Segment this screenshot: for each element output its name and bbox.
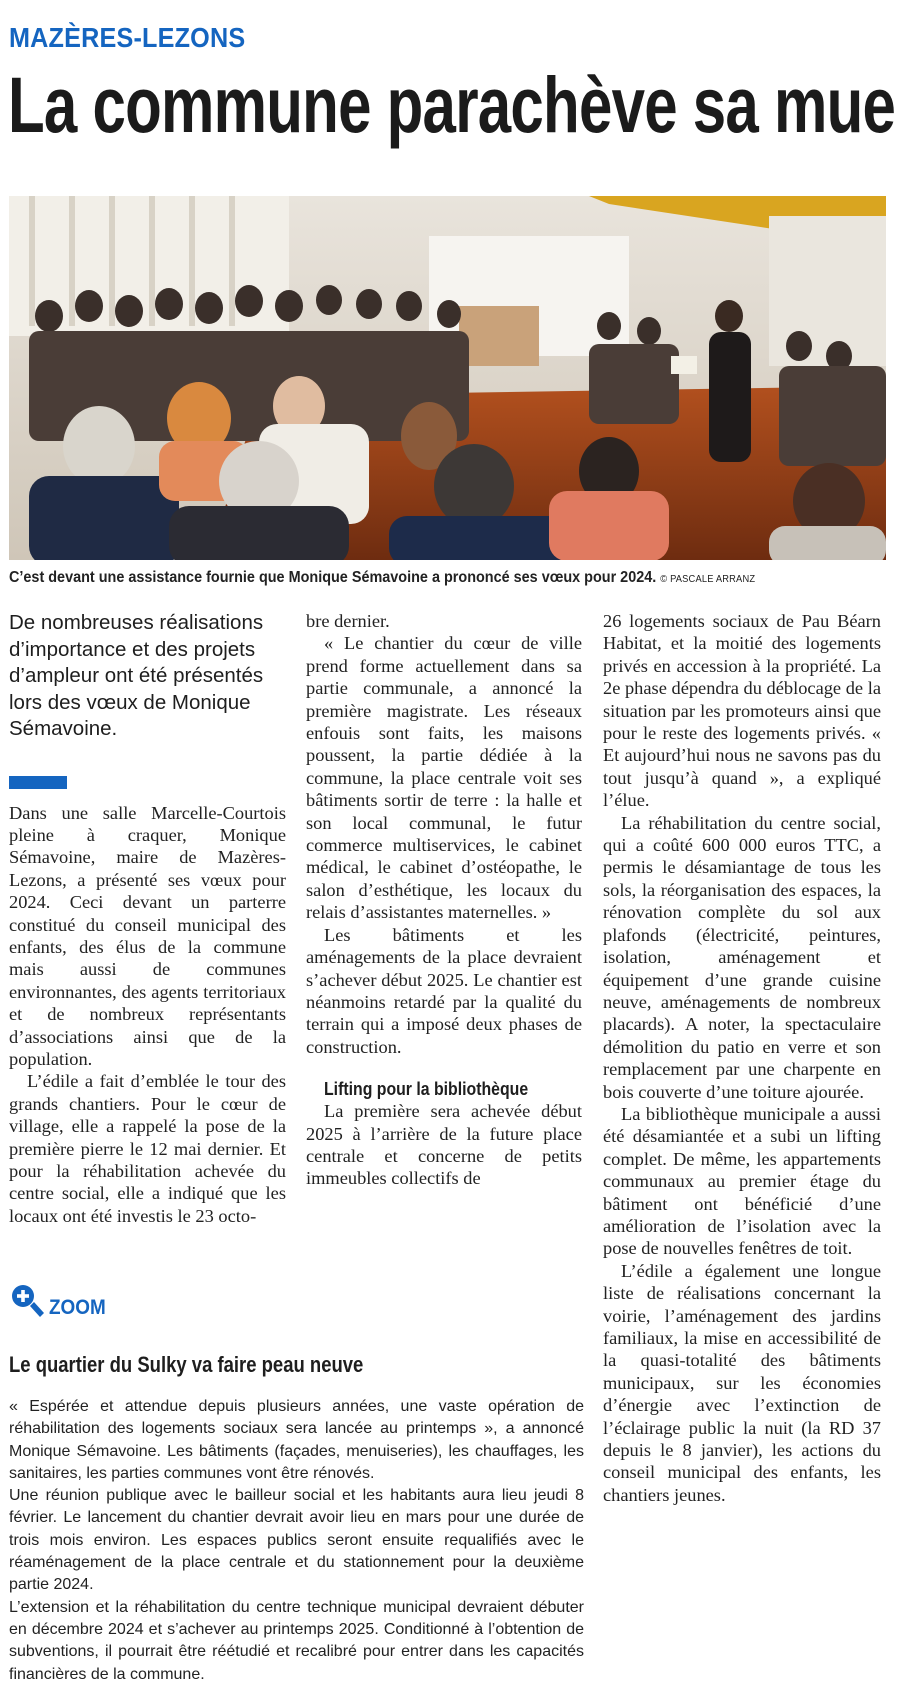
article-column-2 (306, 610, 582, 1190)
article-lead: De nombreuses réalisations d’importance et des projets d’ampleur ont été présentés lors des vœux de Monique Sémavoine. (9, 611, 264, 740)
column-2-paragraph-4: La première sera achevée début 2025 à l’arrière de la future place centrale et concerne de petits immeubles collectifs de (306, 1101, 582, 1189)
article-headline: La commune parachève sa mue (8, 60, 896, 149)
column-2-paragraph-3: Les bâtiments et les aménagements de la place devraient s’achever début 2025. Le chantier est néanmoins retardé par la qualité du terrain qui a imposé deux phases de construction. (306, 924, 582, 1057)
zoom-paragraph-2: Une réunion publique avec le bailleur social et les habitants aura lieu jeudi 8 février. Le lancement du chantier devrait avoir lieu en mars pour une durée de trois mois environ. Les espaces publics seront ensuite requalifiés avec le réaménagement de la place centrale et du stationnement pour la deuxième partie 2024. (9, 1487, 584, 1594)
article-column-1 (9, 610, 286, 1227)
magnifier-plus-icon (9, 1282, 45, 1323)
column-1-paragraph-1: Dans une salle Marcelle-Courtois pleine à craquer, Monique Sémavoine, maire de Mazères-Lezons, a présenté ses vœux pour 2024. Ceci devant un parterre constitué du conseil municipal des enfants, des élus de la commune mais aussi de communes environnantes, des agents territoriaux et de nombreux représentants d’associations ainsi que de la population. (9, 802, 286, 1069)
accent-bar (9, 776, 67, 789)
zoom-body (9, 1396, 584, 1686)
photo-caption (9, 569, 827, 587)
audience-photo-illustration (9, 196, 886, 560)
article-column-3 (603, 610, 881, 1506)
column-3-paragraph-3: La bibliothèque municipale a aussi été désamiantée et a subi un lifting complet. De même, les appartements communaux au premier étage du bâtiment ont bénéficié d’une amélioration de l’isolation avec la pose de nouvelles fenêtres de toit. (603, 1103, 881, 1259)
photo-caption-text: C’est devant une assistance fournie que Monique Sémavoine a prononcé ses vœux pour 2024. (9, 569, 657, 586)
column-2-body (306, 610, 582, 1190)
article-kicker: MAZÈRES-LEZONS (9, 22, 246, 53)
column-2-paragraph-2: « Le chantier du cœur de ville prend forme actuellement dans sa partie communale, a annoncé la première magistrate. Les réseaux enfouis sont faits, les maisons poussent, la partie dédiée à la commune, la place centrale voit ses bâtiments sortir de terre : la halle et son local communal, le futur commerce multiservices, le cabinet médical, le cabinet d’ostéopathe, le salon d’esthétique, les locaux du relais d’assistantes maternelles. » (306, 633, 582, 923)
column-3-paragraph-1: 26 logements sociaux de Pau Béarn Habitat, et la moitié des logements privés en accession à la propriété. La 2e phase dépendra du déblocage de la situation par les promoteurs ainsi que pour le reste des logements privés. « Et aujourd’hui nous ne savons pas du tout jusqu’à quand », a expliqué l’élue. (603, 611, 881, 811)
column-3-paragraph-2: La réhabilitation du centre social, qui a coûté 600 000 euros TTC, a permis le désamiantage de tous les sols, la réorganisation des espaces, la rénovation complète du sol aux plafonds (électricité, peintures, isolation, aménagement et équipement d’une grande cuisine neuve, aménagements de nombreux placards). A noter, la spectaculaire démolition du patio en verre et son remplacement par une charpente en bois couverte d’une toiture ajourée. (603, 812, 881, 1102)
zoom-label: ZOOM (49, 1295, 106, 1319)
section-subhead: Lifting pour la bibliothèque (324, 1079, 529, 1100)
column-3-paragraph-4: L’édile a également une longue liste de réalisations concernant la voirie, l’aménagement des jardins familiaux, la mise en accessibilité de la quasi-totalité des bâtiments municipaux, sur les économies d’énergie avec l’extinction de l’éclairage public la nuit (la RD 37 depuis le 8 janvier), les actions du conseil municipal des enfants, les chantiers jeunes. (603, 1260, 881, 1505)
zoom-title: Le quartier du Sulky va faire peau neuve (9, 1352, 364, 1377)
photo-credit: © PASCALE ARRANZ (660, 574, 756, 585)
column-1-body (9, 802, 286, 1228)
column-1-paragraph-2: L’édile a fait d’emblée le tour des grands chantiers. Pour le cœur de village, elle a rappelé la pose de la première pierre le 12 mai dernier. Et pour la réhabilitation achevée du centre social, elle a indiqué que les locaux ont été investis le 23 octo- (9, 1071, 286, 1226)
zoom-paragraph-3: L’extension et la réhabilitation du centre technique municipal devraient débuter en décembre 2024 et s’achever au printemps 2025. Conditionné à l’obtention de subventions, il pourrait être réétudié et recalibré pour entrer dans les capacités financières de la commune. (9, 1598, 584, 1683)
article-photo (9, 196, 886, 560)
zoom-paragraph-1: « Espérée et attendue depuis plusieurs années, une vaste opération de réhabilitation des logements sociaux sera lancée au printemps », a annoncé Monique Sémavoine. Les bâtiments (façades, menuiseries), les chauffages, les sanitaires, les parties communes vont être rénovés. (9, 1398, 584, 1482)
zoom-box-header (9, 1282, 112, 1323)
column-2-paragraph-1: bre dernier. (306, 611, 390, 631)
column-3-body (603, 610, 881, 1506)
